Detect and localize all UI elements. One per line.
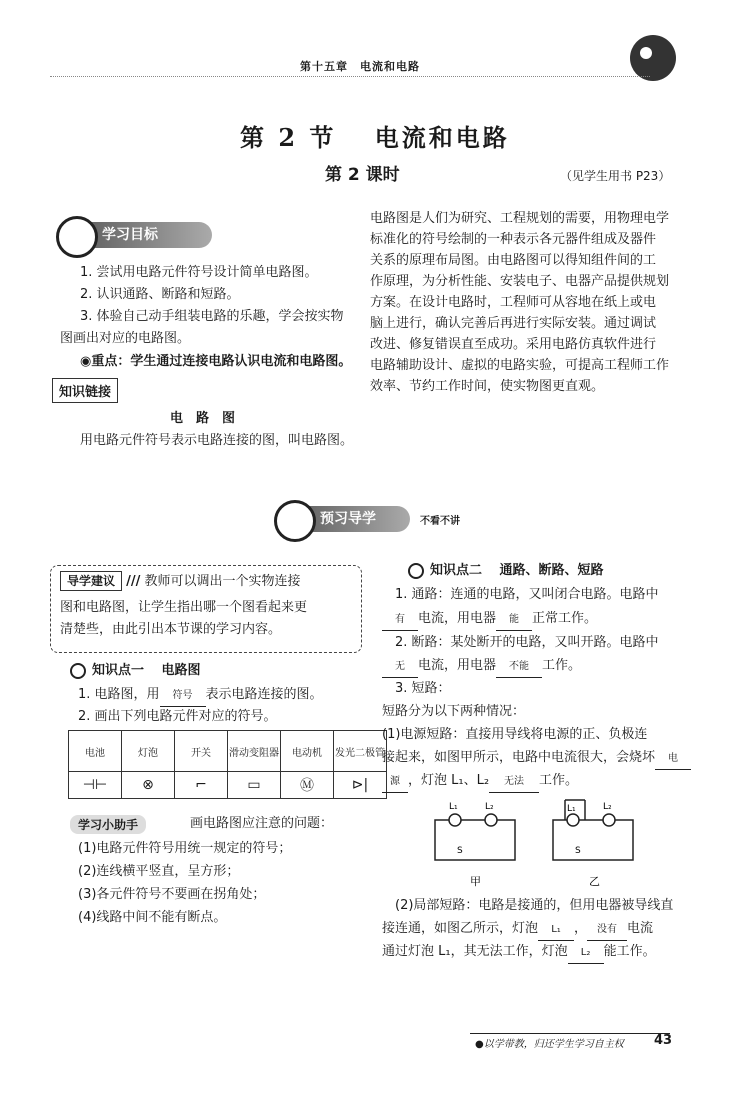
kp2-l4a: (1)电源短路：直接用导线将电源的正、负极连: [382, 727, 648, 742]
switch-symbol-icon: ⌐: [175, 772, 228, 799]
knowledge-link-label: 知识链接: [52, 378, 118, 403]
key-point: ◉重点：学生通过连接电路认识电流和电路图。: [80, 354, 352, 369]
tip-4: (4)线路中间不能有断点。: [78, 910, 227, 925]
kp2-answer: 没有: [587, 919, 627, 941]
kp1-q1: [78, 684, 323, 707]
component-motor: 电动机: [281, 731, 334, 772]
kp2-answer: 不能: [496, 656, 542, 678]
kp2-l4b: [382, 747, 691, 770]
desc-line: 标准化的符号绘制的一种表示各元器件组成及器件: [370, 232, 657, 247]
objective-1: 1. 尝试用电路元件符号设计简单电路图。: [80, 265, 318, 280]
kp2-answer: 源: [382, 771, 408, 793]
kp2-text: 电流，用电器: [418, 658, 497, 673]
led-symbol-icon: ⊳|: [334, 772, 387, 799]
bulb-symbol-icon: ⊗: [122, 772, 175, 799]
kp1-q2: 2. 画出下列电路元件对应的符号。: [78, 709, 277, 724]
kp1-q1-answer: 符号: [160, 685, 206, 707]
guide-line-3: 清楚些，由此引出本节课的学习内容。: [60, 622, 282, 637]
tip-1: (1)电路元件符号用统一规定的符号；: [78, 841, 292, 856]
bulb-l2-a-icon: [485, 814, 497, 826]
kp2-l1b: [382, 608, 597, 631]
objective-3-cont: 图画出对应的电路图。: [60, 331, 191, 346]
circuit-a-wire: [435, 820, 515, 860]
objectives-banner: [62, 222, 212, 248]
bulb-l1-b-icon: [567, 814, 579, 826]
circuit-diagram-description: [370, 208, 700, 397]
knowledge-link-subtitle: 电 路 图: [170, 411, 236, 426]
lesson-title: 第 2 课时: [325, 165, 400, 185]
bulb-l1-a-icon: [449, 814, 461, 826]
kp2-l3b: 短路分为以下两种情况：: [382, 704, 526, 719]
swirl-icon: [274, 500, 316, 542]
footer-divider: [470, 1033, 670, 1034]
kp2-text: 能工作。: [603, 944, 656, 959]
header-divider: [50, 76, 650, 77]
kp1-title-text: 知识点一 电路图: [92, 663, 201, 678]
kp1-q1-pre: 1. 电路图，用: [78, 687, 160, 702]
battery-symbol-icon: ⊣⊢: [69, 772, 122, 799]
label-l1-a: L₁: [449, 802, 458, 812]
kp2-answer: 无: [382, 656, 418, 678]
component-switch: 开关: [175, 731, 228, 772]
kp2-text: 接起来，如图甲所示，电路中电流很大，会烧坏: [382, 750, 656, 765]
helper-label: 学习小助手: [70, 815, 146, 834]
kp2-text: 工作。: [539, 773, 579, 788]
preview-banner: [280, 506, 410, 532]
desc-line: 改进、修复错误直至成功。采用电路仿真软件进行: [370, 337, 657, 352]
desc-line: 脑上进行，确认完善后再进行实际安装。通过调试: [370, 316, 657, 331]
figure-b-caption: 乙: [589, 875, 600, 888]
desc-line: 电路图是人们为研究、工程规划的需要，用物理电学: [370, 211, 670, 226]
kp2-l5c: [382, 941, 656, 964]
preview-banner-label: 预习导学: [320, 511, 376, 527]
desc-line: 电路辅助设计、虚拟的电路实验，可提高工程师工作: [370, 358, 670, 373]
kp2-l5a: (2)局部短路：电路是接通的，但用电器被导线直: [395, 898, 674, 913]
kp2-l2b: [382, 655, 581, 678]
kp2-text: 接连通，如图乙所示，灯泡: [382, 921, 539, 936]
kp2-answer: 能: [496, 609, 532, 631]
kp2-text: 通过灯泡 L₁，其无法工作，灯泡: [382, 944, 568, 959]
motor-symbol-icon: Ⓜ: [281, 772, 334, 799]
bulb-l2-b-icon: [603, 814, 615, 826]
label-s-b: S: [575, 846, 581, 856]
rheostat-symbol-icon: ▭: [228, 772, 281, 799]
kp1-title: [70, 660, 201, 681]
kp2-text: 电流，用电器: [418, 611, 497, 626]
kp2-l1a: 1. 通路：连通的电路，又叫闭合电路。电路中: [395, 587, 659, 602]
knowledge-point-icon: [70, 663, 86, 679]
objective-3: 3. 体验自己动手组装电路的乐趣，学会按实物: [80, 309, 344, 324]
guide-line-2: 图和电路图，让学生指出哪一个图看起来更: [60, 600, 308, 615]
kp2-text: 电流: [627, 921, 654, 936]
desc-line: 作原理，为分析性能、安装电子、电器产品提供规划: [370, 274, 670, 289]
kp1-q1-post: 表示电路连接的图。: [205, 687, 323, 702]
kp2-title-text: 知识点二 通路、断路、短路: [430, 563, 604, 578]
circuit-figures: [425, 795, 635, 890]
kp2-l2a: 2. 断路：某处断开的电路，又叫开路。电路中: [395, 635, 659, 650]
component-bulb: 灯泡: [122, 731, 175, 772]
mascot-icon: [630, 35, 676, 81]
helper-text: 画电路图应注意的问题：: [190, 816, 334, 831]
label-l1-b: L₁: [567, 804, 576, 814]
label-l2-b: L₂: [603, 802, 612, 812]
kp2-l4c: [382, 770, 578, 793]
section-title: 第 2 节 电流和电路: [240, 123, 510, 152]
knowledge-point-icon: [408, 563, 424, 579]
swirl-icon: [56, 216, 98, 258]
guide-line-1: 导学建议 /// 教师可以调出一个实物连接: [60, 571, 301, 592]
desc-line: 关系的原理布局图。由电路图可以得知组件间的工: [370, 253, 657, 268]
guide-label: 导学建议: [60, 571, 122, 591]
kp2-text: ，灯泡 L₁、L₂: [408, 773, 490, 788]
objectives-banner-label: 学习目标: [102, 227, 158, 243]
tip-2: (2)连线横平竖直，呈方形；: [78, 864, 240, 879]
kp2-answer: 无法: [489, 771, 539, 793]
kp2-l5b: [382, 918, 653, 941]
objective-2: 2. 认识通路、断路和短路。: [80, 287, 240, 302]
kp2-answer: L₁: [538, 919, 574, 941]
kp2-text: ，: [574, 921, 588, 936]
component-battery: 电池: [69, 731, 122, 772]
footer-slogan: ●以学带教，归还学生学习自主权: [475, 1039, 624, 1050]
kp2-answer: L₂: [568, 942, 604, 964]
desc-line: 方案。在设计电路时，工程师可从容地在纸上或电: [370, 295, 657, 310]
guide-text: 教师可以调出一个实物连接: [144, 574, 301, 589]
page-number: 43: [654, 1033, 673, 1048]
kp2-answer: 有: [382, 609, 418, 631]
kp2-text: 工作。: [542, 658, 582, 673]
component-rheostat: 滑动变阻器: [228, 731, 281, 772]
component-led: 发光二极管: [334, 731, 387, 772]
label-s-a: S: [457, 846, 463, 856]
kp2-l3: 3. 短路：: [395, 681, 451, 696]
symbol-table: [68, 730, 387, 799]
label-l2-a: L₂: [485, 802, 494, 812]
figure-a-caption: 甲: [470, 875, 481, 888]
knowledge-link-text: 用电路元件符号表示电路连接的图，叫电路图。: [80, 433, 354, 448]
kp2-title: [408, 560, 604, 581]
circuit-b-wire: [553, 820, 633, 860]
tip-3: (3)各元件符号不要画在拐角处；: [78, 887, 266, 902]
preview-note: 不看不讲: [420, 516, 460, 527]
kp2-answer: 电: [655, 748, 691, 770]
kp2-text: 正常工作。: [532, 611, 598, 626]
reference-note: （见学生用书 P23）: [560, 169, 671, 183]
chapter-header: 第十五章 电流和电路: [300, 60, 420, 73]
desc-line: 效率、节约工作时间，使实物图更直观。: [370, 379, 605, 394]
